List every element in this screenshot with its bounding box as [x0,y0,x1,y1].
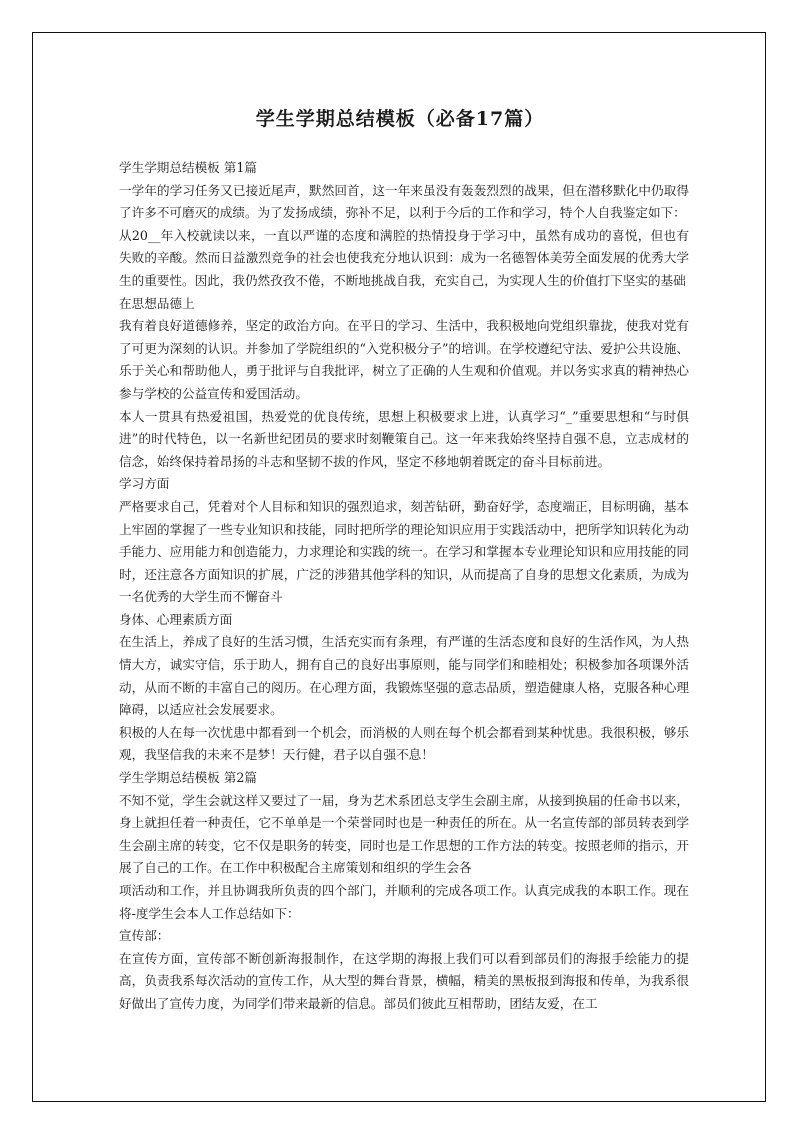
section-heading: 学生学期总结模板 第1篇 [119,160,257,175]
document-body [119,157,689,1016]
paragraph: 积极的人在每一次忧患中都看到一个机会，而消极的人则在每个机会都看到某种忧患。我很积极，够乐观，我坚信我的未来不是梦！天行健，君子以自强不息！ [119,724,689,763]
paragraph: 严格要求自己，凭着对个人目标和知识的强烈追求，刻苦钻研，勤奋好学，态度端正，目标明确，基本上牢固的掌握了一些专业知识和技能，同时把所学的理论知识应用于实践活动中，把所学知识转化为动手能力、应用能力和创造能力，力求理论和实践的统一。在学习和掌握本专业理论知识和应用技能的同时，还注意各方面知识的扩展，广泛的涉猎其他学科的知识，从而提高了自身的思想文化素质，为成为一名优秀的大学生而不懈奋斗 [119,498,689,605]
document-title: 学生学期总结模板（必备17篇） [255,108,545,130]
section-heading: 学生学期总结模板 第2篇 [119,770,257,786]
paragraph: 在宣传方面，宣传部不断创新海报制作，在这学期的海报上我们可以看到部员们的海报手绘能力的提高，负责我系每次活动的宣传工作，从大型的舞台背景，横幅，精美的黑板报到海报和传单，为我系很好做出了宣传力度，为同学们带来最新的信息。部员们彼此互相帮助，团结友爱，在工 [119,950,689,1011]
subheading: 宣传部： [119,928,170,944]
paragraph: 项活动和工作，并且协调我所负责的四个部门，并顺利的完成各项工作。认真完成我的本职工作。现在将-度学生会本人工作总结如下： [119,883,689,921]
paragraph: 从20__年入校就读以来，一直以严谨的态度和满腔的热情投身于学习中，虽然有成功的喜悦，但也有失败的辛酸。然而日益激烈竞争的社会也使我充分地认识到：成为一名德智体美劳全面发展的优秀大学生的重要性。因此，我仍然孜孜不倦，不断地挑战自我，充实自己，为实现人生的价值打下坚实的基础 [119,227,689,288]
paragraph: 一学年的学习任务又已接近尾声，默然回首，这一年来虽没有轰轰烈烈的战果，但在潜移默化中仍取得了许多不可磨灭的成绩。为了发扬成绩，弥补不足，以利于今后的工作和学习，特个人自我鉴定如下： [119,182,689,221]
paragraph: 不知不觉，学生会就这样又要过了一届，身为艺术系团总支学生会副主席，从接到换届的任命书以来，身上就担任着一种责任，它不单单是一个荣誉同时也是一种责任的所在。从一名宣传部的部员转表到学生会副主席的转变，它不仅是职务的转变，同时也是工作思想的工作方法的转变。按照老师的指示，开展了自己的工作。在工作中积极配合主席策划和组织的学生会各 [119,792,689,876]
subheading: 学习方面 [119,476,170,492]
subheading: 身体、心理素质方面 [119,611,233,627]
paragraph: 在生活上，养成了良好的生活习惯，生活充实而有条理，有严谨的生活态度和良好的生活作风，为人热情大方，诚实守信，乐于助人，拥有自己的良好出事原则，能与同学们和睦相处；积极参加各项课外活动，从而不断的丰富自己的阅历。在心理方面，我锻炼坚强的意志品质，塑造健康人格，克服各种心理障碍，以适应社会发展要求。 [119,634,689,718]
paragraph: 本人一贯具有热爱祖国，热爱党的优良传统，思想上积极要求上进，认真学习“_”重要思想和“与时俱进”的时代特色，以一名新世纪团员的要求时刻鞭策自己。这一年来我始终坚持自强不息，立志成材的信念，始终保持着昂扬的斗志和坚韧不拔的作风，坚定不移地朝着既定的奋斗目标前进。 [119,408,689,469]
subheading: 在思想品德上 [119,295,195,311]
paragraph: 我有着良好道德修养，坚定的政治方向。在平日的学习、生活中，我积极地向党组织靠拢，使我对党有了可更为深刻的认识。并参加了学院组织的“入党积极分子”的培训。在学校遵纪守法、爱护公共设施、乐于关心和帮助他人，勇于批评与自我批评，树立了正确的人生观和价值观。并以务实求真的精神热心参与学校的公益宣传和爱国活动。 [119,318,689,401]
